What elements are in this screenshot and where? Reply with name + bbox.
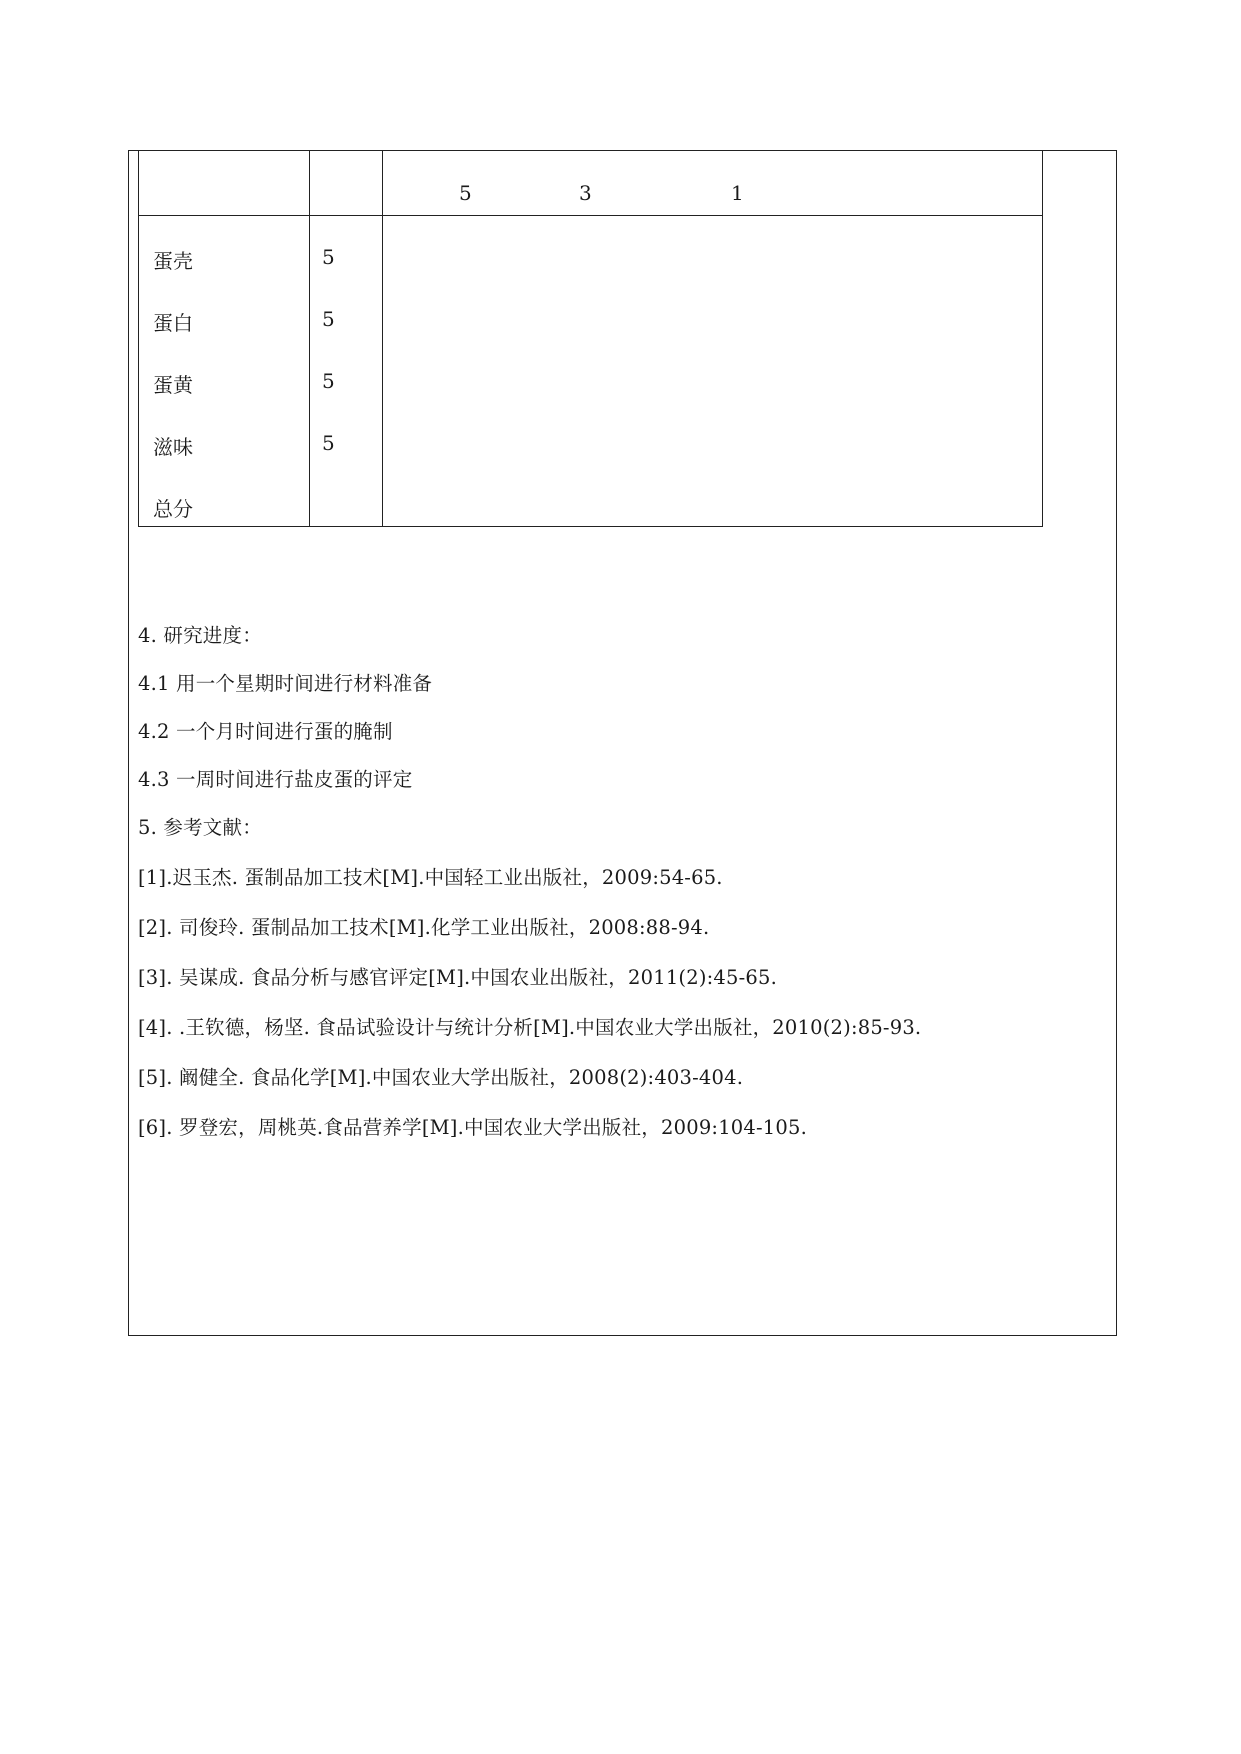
score-header-5: 5 [459, 181, 472, 205]
progress-item: 4.3 一周时间进行盐皮蛋的评定 [138, 768, 413, 791]
row-label-yolk: 蛋黄 [153, 373, 193, 397]
reference-item: [2]. 司俊玲. 蛋制品加工技术[M].化学工业出版社，2008:88-94. [138, 916, 710, 939]
row-label-taste: 滋味 [153, 435, 193, 459]
score-header-1: 1 [731, 181, 744, 205]
row-value-egg-white: 5 [322, 307, 335, 331]
progress-item: 4.1 用一个星期时间进行材料准备 [138, 672, 433, 695]
row-label-egg-white: 蛋白 [153, 311, 193, 335]
row-value-yolk: 5 [322, 369, 335, 393]
row-label-eggshell: 蛋壳 [153, 249, 193, 273]
score-header-3: 3 [579, 181, 592, 205]
progress-item: 4.2 一个月时间进行蛋的腌制 [138, 720, 393, 743]
row-label-total: 总分 [153, 497, 193, 521]
reference-item: [6]. 罗登宏，周桃英.食品营养学[M].中国农业大学出版社，2009:104-105. [138, 1116, 808, 1139]
reference-item: [4]. .王钦德，杨坚. 食品试验设计与统计分析[M].中国农业大学出版社，2010(2):85-93. [138, 1016, 922, 1039]
reference-item: [1].迟玉杰. 蛋制品加工技术[M].中国轻工业出版社，2009:54-65. [138, 866, 723, 889]
reference-item: [5]. 阚健全. 食品化学[M].中国农业大学出版社，2008(2):403-404. [138, 1066, 744, 1089]
row-value-taste: 5 [322, 431, 335, 455]
column-divider [309, 151, 310, 526]
column-divider [382, 151, 383, 526]
score-table [138, 150, 1043, 527]
progress-heading: 4. 研究进度： [138, 624, 262, 647]
reference-item: [3]. 吴谋成. 食品分析与感官评定[M].中国农业出版社，2011(2):45-65. [138, 966, 778, 989]
references-heading: 5. 参考文献： [138, 816, 262, 839]
header-divider [139, 215, 1042, 216]
row-value-eggshell: 5 [322, 245, 335, 269]
